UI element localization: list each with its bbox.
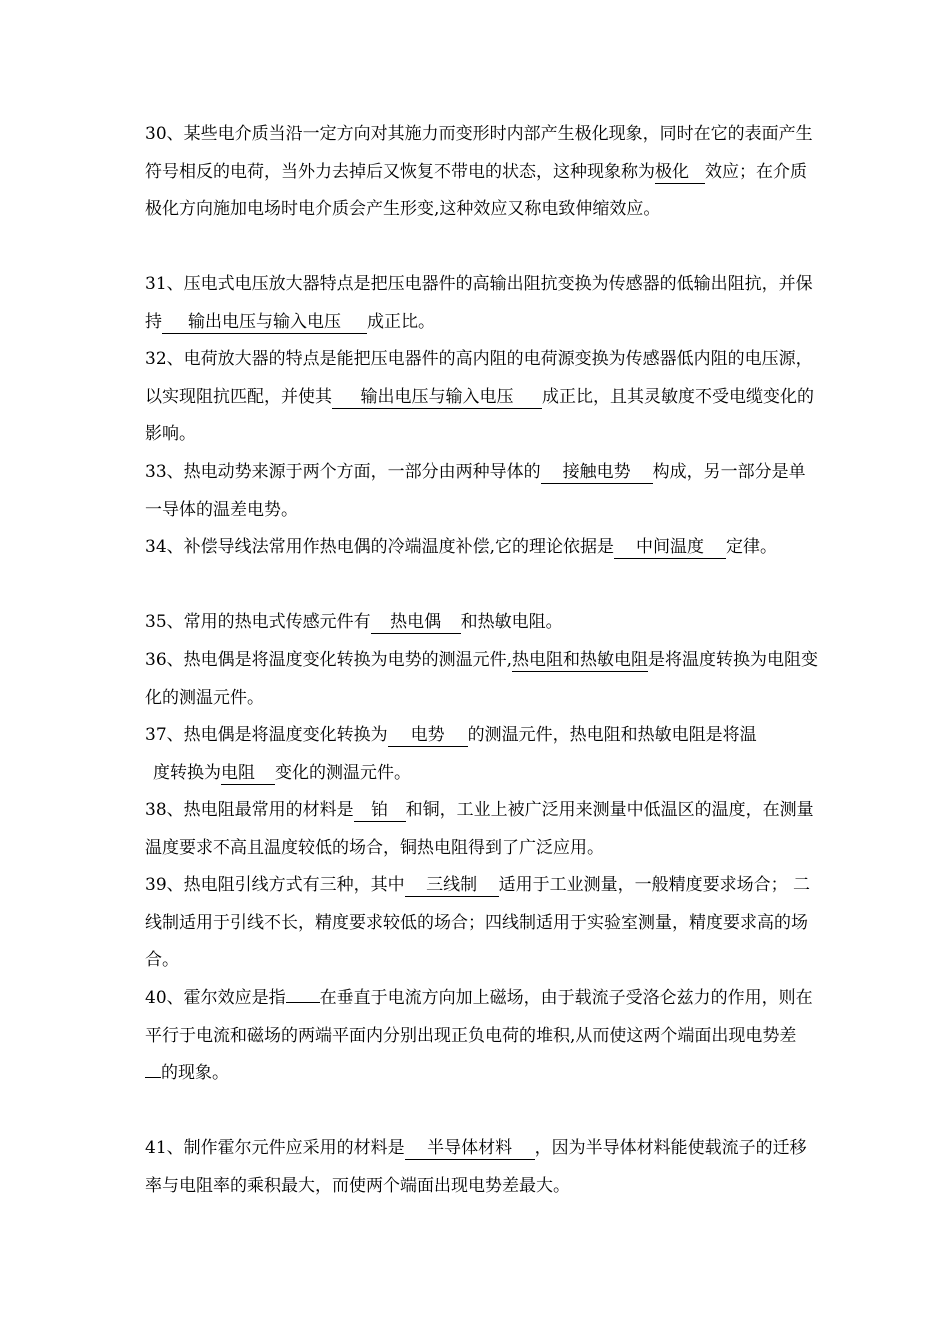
question-text: 常用的热电式传感元件有	[183, 612, 371, 632]
answer-blank-2: 电阻	[221, 762, 275, 785]
question-37	[145, 717, 820, 792]
answer-blank	[286, 1002, 320, 1003]
question-text-after: 和铜，工业上被广泛用来测量中低温区的温度，在测量温度要求不高且温度较低的场合，铜热电阻得到了广泛应用。	[145, 800, 814, 858]
question-text-after: 效应；在介质极化方向施加电场时电介质会产生形变,这种效应又称电致伸缩效应。	[145, 161, 807, 220]
answer-blank: 接触电势	[541, 461, 653, 484]
question-text-after: 和热敏电阻。	[460, 612, 563, 632]
question-text-line2: 度转换为	[153, 762, 221, 783]
question-35	[145, 604, 563, 642]
answer-blank: 中间温度	[614, 536, 726, 559]
question-text-after: 适用于工业测量，一般精度要求场合； 二线制适用于引线不长，精度要求较低的场合；四线制适用于实验室测量，精度要求高的场合。	[145, 875, 811, 971]
question-number: 40、	[145, 988, 184, 1008]
question-text-after: 构成，另一部分是单一导体的温差电势。	[145, 462, 806, 520]
question-text: 制作霍尔元件应采用的材料是	[183, 1138, 405, 1158]
question-text: 补偿导线法常用作热电偶的冷端温度补偿,它的理论依据是	[183, 537, 615, 557]
question-31	[145, 266, 820, 341]
question-number: 32、	[145, 349, 184, 369]
question-number: 38、	[145, 800, 184, 820]
question-text: 热电阻最常用的材料是	[183, 800, 354, 820]
question-text: 热电阻引线方式有三种，其中	[183, 875, 405, 895]
question-number: 41、	[145, 1138, 184, 1158]
question-text-after: 的现象。	[161, 1063, 229, 1084]
answer-blank: 半导体材料	[405, 1137, 535, 1160]
question-text: 热电偶是将温度变化转换为电势的测温元件,	[183, 650, 513, 670]
question-text-after: 成正比。	[367, 311, 435, 332]
question-text-middle: 的测温元件，热电阻和热敏电阻是将温	[467, 725, 757, 745]
question-38	[145, 792, 820, 867]
question-30	[145, 116, 820, 229]
question-39	[145, 867, 820, 980]
question-number: 30、	[145, 124, 184, 144]
question-34	[145, 529, 777, 567]
answer-blank: 热电阻和热敏电阻	[512, 650, 649, 670]
question-number: 33、	[145, 462, 184, 482]
question-number: 35、	[145, 612, 184, 632]
question-text: 热电动势来源于两个方面，一部分由两种导体的	[183, 462, 541, 482]
question-text: 热电偶是将温度变化转换为	[183, 725, 388, 745]
answer-blank: 铂	[354, 799, 406, 822]
question-number: 39、	[145, 875, 184, 895]
answer-blank: 输出电压与输入电压	[162, 311, 367, 334]
question-33	[145, 454, 820, 529]
question-text-after: 变化的测温元件。	[275, 762, 411, 783]
question-text-after: ，因为半导体材料能使载流子的迁移率与电阻率的乘积最大，而使两个端面出现电势差最大。	[145, 1138, 807, 1196]
question-text-middle: 在垂直于电流方向加上磁场，由于载流子受洛仑兹力的作用，则在平行于电流和磁场的两端平面内分别出现正负电荷的堆积,从而使这两个端面出现电势差	[145, 988, 813, 1046]
question-text: 某些电介质当沿一定方向对其施力而变形时内部产生极化现象，同时在它的表面产生符号相反的电荷，当外力去掉后又恢复不带电的状态，这种现象称为	[145, 124, 813, 182]
question-32	[145, 341, 820, 454]
answer-blank: 极化	[655, 161, 705, 184]
answer-blank: 电势	[388, 724, 468, 747]
question-text-after: 成正比，且其灵敏度不受电缆变化的影响。	[145, 386, 814, 445]
answer-blank-2	[145, 1077, 161, 1078]
question-40	[145, 980, 820, 1093]
question-41	[145, 1130, 820, 1205]
answer-blank: 三线制	[405, 874, 499, 897]
question-text: 霍尔效应是指	[183, 988, 286, 1008]
question-36	[145, 642, 820, 717]
answer-blank: 输出电压与输入电压	[332, 386, 542, 409]
answer-blank: 热电偶	[371, 611, 461, 634]
question-text-after: 是将温度转换为电阻变化的测温元件。	[145, 650, 819, 708]
question-text: 压电式电压放大器特点是把压电器件的高输出阻抗变换为传感器的低输出阻抗，并保持	[145, 274, 813, 332]
question-number: 31、	[145, 274, 184, 294]
question-text: 电荷放大器的特点是能把压电器件的高内阻的电荷源变换为传感器低内阻的电压源，以实现阻抗匹配，并使其	[145, 349, 813, 407]
question-text-after: 定律。	[726, 537, 778, 557]
question-number: 37、	[145, 725, 184, 745]
question-number: 36、	[145, 650, 184, 670]
question-number: 34、	[145, 537, 184, 557]
